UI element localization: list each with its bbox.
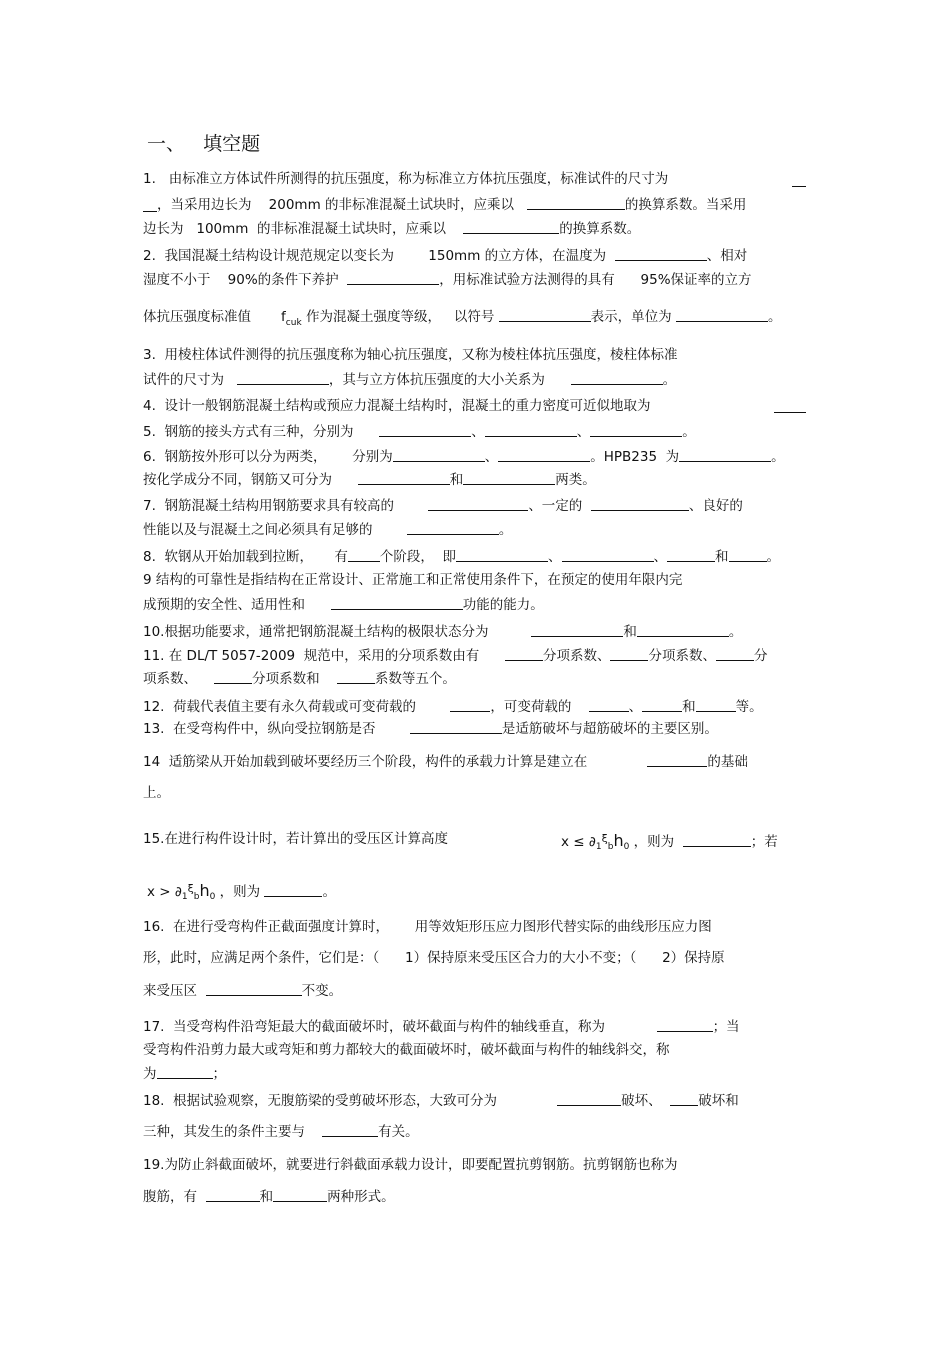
q12-blank-3[interactable]	[642, 697, 682, 712]
q5-blank-1[interactable]	[379, 422, 471, 437]
q11-line1: 11. 在 DL/T 5057-2009 规范中，采用的分项系数由有 分项系数、 分项系数、 分	[143, 648, 768, 664]
q2-blank-2[interactable]	[347, 270, 439, 285]
q15-line2: $x > \partial_1^\xi_bh_0$ ，则为 。	[147, 881, 336, 902]
q5-line: 5. 钢筋的接头方式有三种，分别为 、 、 。	[143, 424, 696, 440]
q4-blank[interactable]	[774, 398, 806, 413]
q1-blank-2[interactable]	[527, 195, 625, 210]
q13-blank[interactable]	[410, 719, 502, 734]
q6-blank-2[interactable]	[498, 447, 590, 462]
q5-blank-2[interactable]	[485, 422, 577, 437]
q2-line2: 湿度不小于 90%的条件下养护 ，用标准试验方法测得的具有 95%保证率的立方	[143, 272, 752, 288]
q10-blank-1[interactable]	[531, 622, 623, 637]
q19-blank-1[interactable]	[206, 1187, 260, 1202]
q5-blank-3[interactable]	[590, 422, 682, 437]
q19-line1: 19.为防止斜截面破坏，就要进行斜截面承载力设计，即要配置抗剪钢筋。抗剪钢筋也称为	[143, 1157, 678, 1173]
q14-blank[interactable]	[647, 752, 707, 767]
q7-line1: 7. 钢筋混凝土结构用钢筋要求具有较高的 、一定的 、良好的	[143, 498, 743, 514]
q3-line2: 试件的尺寸为 ，其与立方体抗压强度的大小关系为 。	[143, 372, 677, 388]
q6-blank-3[interactable]	[679, 447, 771, 462]
q9-line2: 成预期的安全性、适用性和 功能的能力。	[143, 597, 544, 613]
q17-line1: 17. 当受弯构件沿弯矩最大的截面破坏时，破坏截面与构件的轴线垂直，称为 ；当	[143, 1019, 740, 1035]
q8-blank-5[interactable]	[729, 547, 767, 562]
q18-line1: 18. 根据试验观察，无腹筋梁的受剪破坏形态，大致可分为 破坏、 破坏和	[143, 1093, 739, 1109]
q6-line1: 6. 钢筋按外形可以分为两类， 分别为 、 。HPB235 为 。	[143, 449, 785, 465]
q6-blank-5[interactable]	[463, 470, 555, 485]
q17-line2: 受弯构件沿剪力最大或弯矩和剪力都较大的截面破坏时，破坏截面与构件的轴线斜交，称	[143, 1042, 670, 1058]
q8-blank-1[interactable]	[348, 547, 380, 562]
q17-blank-1[interactable]	[657, 1017, 713, 1032]
q1-line1: 1. 由标准立方体试件所测得的抗压强度，称为标准立方体抗压强度，标准试件的尺寸为	[143, 171, 669, 187]
q12-line: 12. 荷载代表值主要有永久荷载或可变荷载的 ，可变荷载的 、 和 等。	[143, 699, 763, 715]
q16-line1: 16. 在进行受弯构件正截面强度计算时， 用等效矩形压应力图形代替实际的曲线形压应力图	[143, 919, 712, 935]
q19-line2: 腹筋，有 和 两种形式。	[143, 1189, 395, 1205]
q18-blank-1[interactable]	[557, 1091, 621, 1106]
section-title: 一、 填空题	[147, 133, 261, 155]
q6-blank-4[interactable]	[358, 470, 450, 485]
q3-blank-1[interactable]	[237, 370, 329, 385]
q6-blank-1[interactable]	[393, 447, 485, 462]
q11-blank-4[interactable]	[214, 669, 252, 684]
q8-blank-3[interactable]	[562, 547, 654, 562]
q9-blank[interactable]	[331, 595, 463, 610]
q7-line2: 性能以及与混凝土之间必须具有足够的 。	[143, 522, 513, 538]
q2-blank-1[interactable]	[615, 246, 707, 261]
q7-blank-1[interactable]	[428, 496, 528, 511]
q8-blank-2[interactable]	[456, 547, 548, 562]
q12-blank-1[interactable]	[450, 697, 490, 712]
q15-line1: 15.在进行构件设计时，若计算出的受压区计算高度	[143, 831, 448, 847]
q10-blank-2[interactable]	[637, 622, 729, 637]
q2-line1: 2. 我国混凝土结构设计规范规定以变长为 150mm 的立方体，在温度为 、相对	[143, 248, 748, 264]
q19-blank-2[interactable]	[273, 1187, 327, 1202]
q3-line1: 3. 用棱柱体试件测得的抗压强度称为轴心抗压强度，又称为棱柱体抗压强度，棱柱体标准	[143, 347, 678, 363]
q1-blank-1[interactable]	[792, 172, 806, 187]
q10-line: 10.根据功能要求，通常把钢筋混凝土结构的极限状态分为 和 。	[143, 624, 743, 640]
q18-line2: 三种，其发生的条件主要与 有关。	[143, 1124, 419, 1140]
q8-blank-4[interactable]	[667, 547, 715, 562]
q9-line1: 9 结构的可靠性是指结构在正常设计、正常施工和正常使用条件下，在预定的使用年限内完	[143, 572, 683, 588]
q12-blank-2[interactable]	[589, 697, 629, 712]
q11-blank-5[interactable]	[337, 669, 375, 684]
q15-blank-2[interactable]	[264, 882, 322, 897]
q15-blank-1[interactable]	[683, 832, 751, 847]
q6-line2: 按化学成分不同，钢筋又可分为 和 两类。	[143, 472, 596, 488]
q1-blank-3[interactable]	[463, 219, 559, 234]
q4-line: 4. 设计一般钢筋混凝土结构或预应力混凝土结构时，混凝土的重力密度可近似地取为	[143, 398, 651, 414]
q2-blank-4[interactable]	[676, 307, 768, 322]
q16-line2: 形，此时，应满足两个条件，它们是：（ 1）保持原来受压区合力的大小不变；（ 2）保持原	[143, 950, 725, 966]
q15-formula-1: $x \le \partial_1^\xi_bh_0$ ，则为 ；若	[561, 831, 778, 852]
q2-line3: 体抗压强度标准值 $f_{cuk}$ 作为混凝土强度等级， 以符号 表示，单位为 。	[143, 309, 782, 328]
q14-line1: 14 适筋梁从开始加载到破坏要经历三个阶段，构件的承载力计算是建立在 的基础	[143, 754, 748, 770]
q1-line3: 边长为 100mm 的非标准混凝土试块时，应乘以 的换算系数。	[143, 221, 641, 237]
q8-line: 8. 软钢从开始加载到拉断， 有 个阶段， 即 、 、 和 。	[143, 549, 781, 565]
q13-line: 13. 在受弯构件中，纵向受拉钢筋是否 是适筋破坏与超筋破坏的主要区别。	[143, 721, 718, 737]
q14-line2: 上。	[143, 785, 170, 801]
q18-blank-3[interactable]	[322, 1122, 378, 1137]
q17-line3: 为 ；	[143, 1066, 226, 1082]
q7-blank-2[interactable]	[591, 496, 689, 511]
q1-blank-1b[interactable]	[143, 195, 157, 212]
q7-blank-3[interactable]	[407, 520, 499, 535]
q3-blank-2[interactable]	[571, 370, 663, 385]
q16-line3: 来受压区 不变。	[143, 983, 343, 999]
q11-line2: 项系数、 分项系数和 系数等五个。	[143, 671, 456, 687]
q11-blank-2[interactable]	[610, 646, 648, 661]
q11-blank-3[interactable]	[716, 646, 754, 661]
q16-blank[interactable]	[206, 981, 302, 996]
q2-blank-3[interactable]	[499, 307, 591, 322]
q18-blank-2[interactable]	[670, 1091, 698, 1106]
fcuk-subscript: cuk	[285, 318, 302, 328]
q11-blank-1[interactable]	[505, 646, 543, 661]
q12-blank-4[interactable]	[696, 697, 736, 712]
q1-line2: ，当采用边长为 200mm 的非标准混凝土试块时，应乘以 的换算系数。当采用	[143, 195, 746, 214]
q17-blank-2[interactable]	[157, 1064, 213, 1079]
